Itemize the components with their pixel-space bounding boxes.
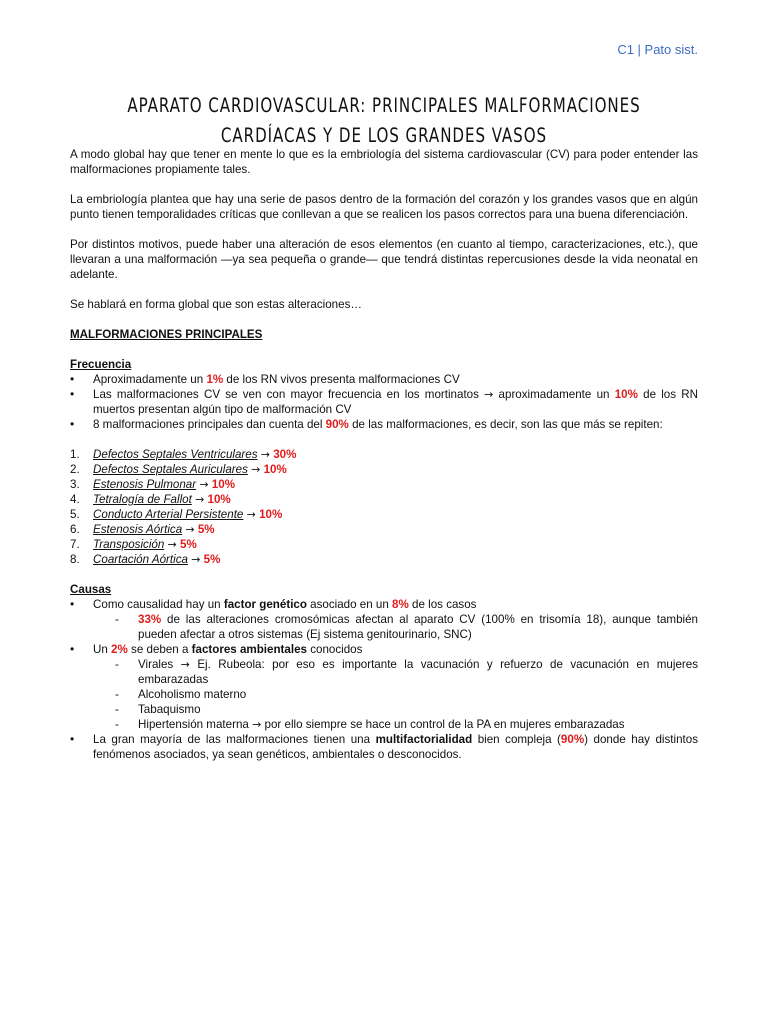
intro-paragraph-3: Por distintos motivos, puede haber una alteración de esos elementos (en cuanto al tiempo, caracterizaciones, etc.), que llevaran a una malformación —ya sea pequeña o grande— que tendrá distintas repercusiones desde la vida neonatal en adelante. xyxy=(70,238,698,281)
list-item: 8. Coartación Aórtica → 5% xyxy=(70,553,221,566)
arrow-right-icon: → xyxy=(199,478,209,491)
list-item: • 8 malformaciones principales dan cuenta del 90% de las malformaciones, es decir, son las que más se repiten: xyxy=(70,417,698,432)
malformaciones-list xyxy=(70,447,698,567)
environmental-sublist xyxy=(115,657,698,732)
list-item: 1. Defectos Septales Ventriculares → 30% xyxy=(70,448,297,461)
list-item: • Las malformaciones CV se ven con mayor frecuencia en los mortinatos → aproximadamente un 10% de los RN muertos presentan algún tipo de malformación CV xyxy=(70,387,698,417)
list-item: - Alcoholismo materno xyxy=(115,687,698,702)
frecuencia-heading: Frecuencia xyxy=(70,358,132,371)
list-item: • Un 2% se deben a factores ambientales conocidos - Virales → Ej. Rubeola: por eso es importante la vacunación y refuerzo de vacunación en mujeres embarazadas - Alcoholismo materno - Tabaquismo - Hipertensión materna → por ello siempre se hace un control de la PA en mujeres embarazadas xyxy=(70,642,698,732)
arrow-right-icon: → xyxy=(167,538,177,551)
arrow-right-icon: → xyxy=(252,718,262,731)
list-item: 4. Tetralogía de Fallot → 10% xyxy=(70,493,231,506)
list-item: • Aproximadamente un 1% de los RN vivos presenta malformaciones CV xyxy=(70,372,698,387)
arrow-right-icon: → xyxy=(185,523,195,536)
list-item: • Como causalidad hay un factor genético asociado en un 8% de los casos - 33% de las alteraciones cromosómicas afectan al aparato CV (100% en trisomía 18), aunque también pueden afectar a otros sistemas (Ej sistema genitourinario, SNC) xyxy=(70,597,698,642)
intro-paragraph-2: La embriología plantea que hay una serie de pasos dentro de la formación del corazón y los grandes vasos que en algún punto tienen temporalidades críticas que conllevan a que se realicen los pasos correctos para una buena diferenciación. xyxy=(70,193,698,221)
genetic-sublist xyxy=(115,612,698,642)
list-item: - Hipertensión materna → por ello siempre se hace un control de la PA en mujeres embarazadas xyxy=(115,717,698,732)
arrow-right-icon: → xyxy=(191,553,201,566)
list-item: - Virales → Ej. Rubeola: por eso es importante la vacunación y refuerzo de vacunación en mujeres embarazadas xyxy=(115,657,698,687)
arrow-right-icon: → xyxy=(260,448,270,461)
section-heading: MALFORMACIONES PRINCIPALES xyxy=(70,328,263,341)
list-item: - Tabaquismo xyxy=(115,702,698,717)
causas-heading: Causas xyxy=(70,583,112,596)
list-item: 3. Estenosis Pulmonar → 10% xyxy=(70,478,236,491)
list-item: 7. Transposición → 5% xyxy=(70,538,197,551)
page-header-code: C1 | Pato sist. xyxy=(617,42,698,57)
intro-paragraph-4: Se hablará en forma global que son estas alteraciones… xyxy=(70,298,362,311)
document-body xyxy=(70,147,698,762)
list-item: 6. Estenosis Aórtica → 5% xyxy=(70,523,215,536)
list-item: 2. Defectos Septales Auriculares → 10% xyxy=(70,463,287,476)
page-title: APARATO CARDIOVASCULAR: PRINCIPALES MALFORMACIONES CARDÍACAS Y DE LOS GRANDES VASOS xyxy=(127,94,641,148)
list-item: • La gran mayoría de las malformaciones tienen una multifactorialidad bien compleja (90%) donde hay distintos fenómenos asociados, ya sean genéticos, ambientales o desconocidos. xyxy=(70,732,698,762)
arrow-right-icon: → xyxy=(180,658,190,671)
causas-list xyxy=(70,597,698,762)
arrow-right-icon: → xyxy=(246,508,256,521)
list-item: - 33% de las alteraciones cromosómicas afectan al aparato CV (100% en trisomía 18), aunque también pueden afectar a otros sistemas (Ej sistema genitourinario, SNC) xyxy=(115,612,698,642)
frecuencia-list xyxy=(70,372,698,432)
arrow-right-icon: → xyxy=(484,388,494,401)
list-item: 5. Conducto Arterial Persistente → 10% xyxy=(70,508,283,521)
arrow-right-icon: → xyxy=(195,493,205,506)
intro-paragraph-1: A modo global hay que tener en mente lo que es la embriología del sistema cardiovascular (CV) para poder entender las malformaciones propiamente tales. xyxy=(70,148,698,176)
arrow-right-icon: → xyxy=(251,463,261,476)
